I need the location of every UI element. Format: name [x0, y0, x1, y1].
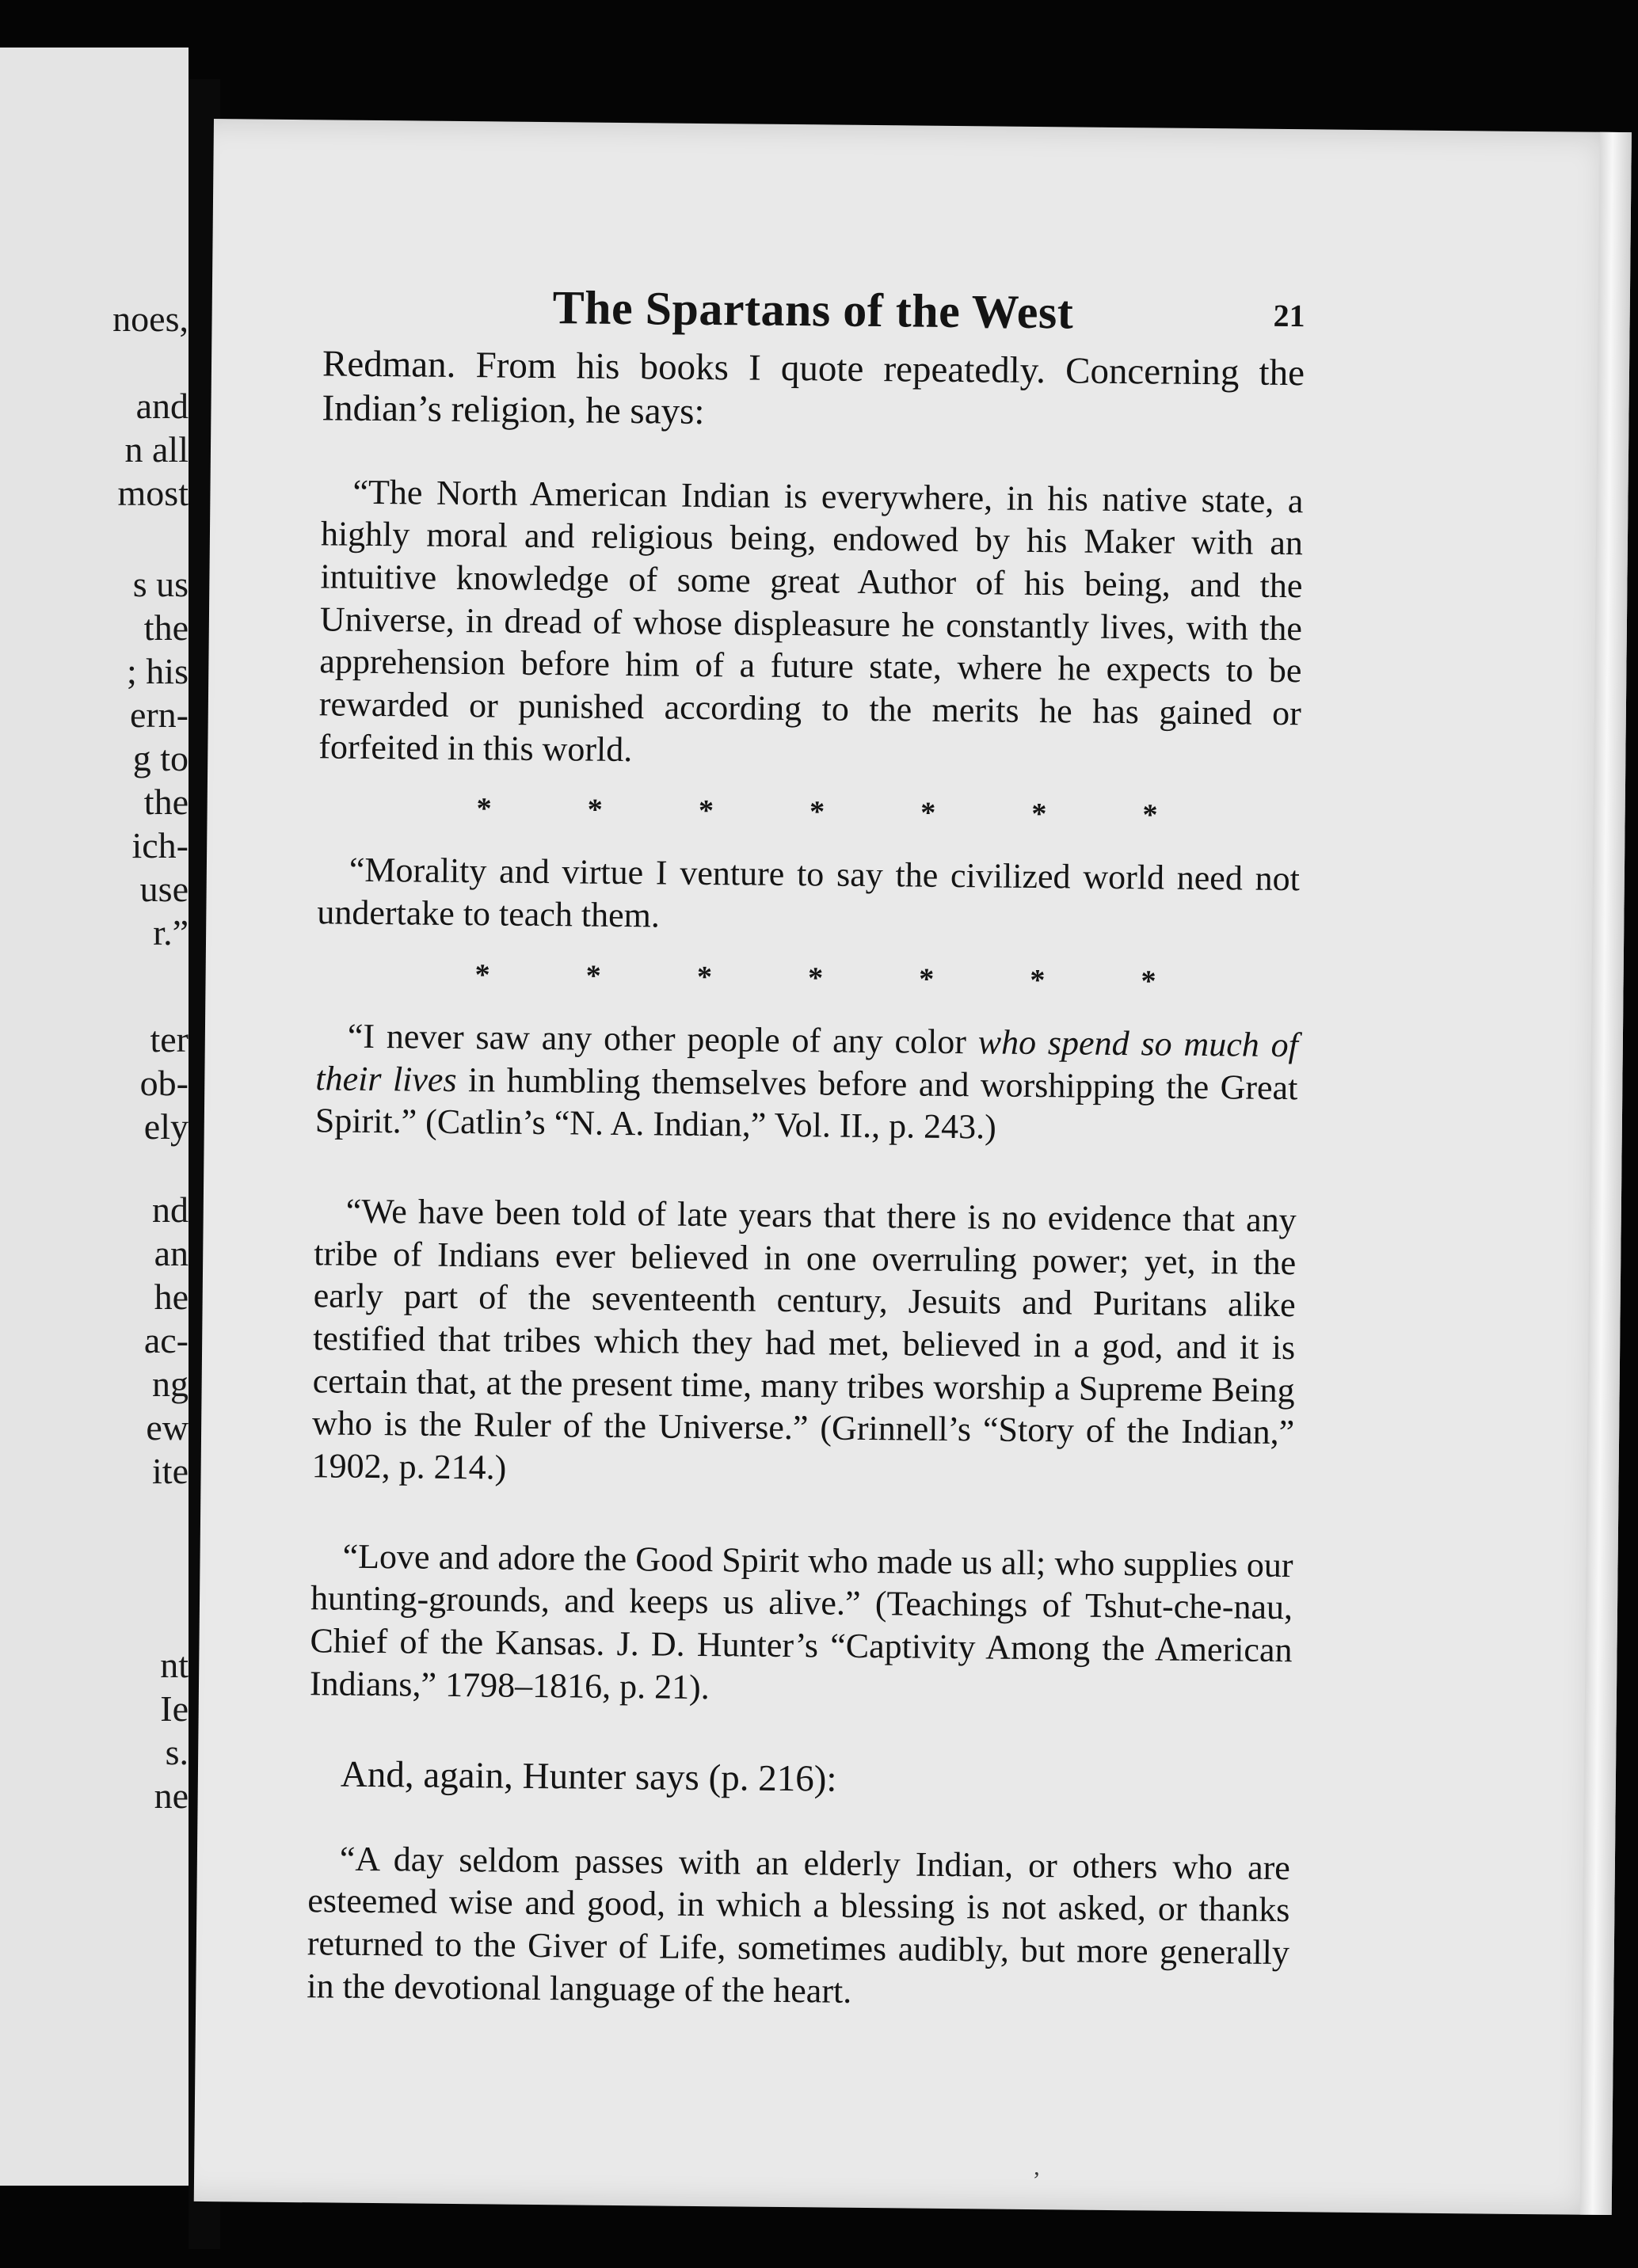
quote-3-italic: who spend so much of their lives — [315, 1022, 1299, 1099]
star-mark: * — [698, 794, 714, 828]
star-mark: * — [696, 960, 713, 994]
left-page-fragment: ter — [150, 1019, 189, 1060]
left-page-fragment: s. — [165, 1732, 189, 1772]
quote-catlin-worship — [315, 1014, 1298, 1151]
running-head — [322, 278, 1305, 351]
left-page-fragment: ich- — [131, 825, 189, 866]
left-page-fragment: s us — [132, 564, 189, 604]
page-number: 21 — [1273, 297, 1305, 334]
quote-3-start: “I never saw any other people of any color — [347, 1016, 978, 1062]
star-mark: * — [1031, 797, 1047, 831]
page-speck: , — [1034, 2154, 1040, 2181]
left-page-fragment: ern- — [129, 694, 189, 735]
star-mark: * — [919, 962, 935, 996]
quote-grinnell: “We have been told of late years that there is no evidence that any tribe of Indians ever believed in one overruling power; yet, in the early part of the seventeenth century, Jesuits and Puritans alike testified that tribes which they had met, believed in a god, and it is certain that, at the present time, many tribes worship a Supreme Being who is the Ruler of the Universe.” (Grinnell’s “Story of the Indian,” 1902, p. 214.) — [311, 1191, 1297, 1487]
star-separator-1 — [476, 792, 1157, 833]
star-mark: * — [920, 797, 936, 831]
left-page-fragment: ne — [154, 1775, 189, 1816]
star-mark: * — [585, 959, 601, 993]
left-page-fragment: g to — [132, 738, 189, 778]
running-title: The Spartans of the West — [552, 281, 1074, 339]
left-page-fragment: noes, — [112, 299, 189, 339]
star-mark: * — [587, 793, 603, 828]
left-page-fragment: an — [154, 1233, 189, 1273]
star-mark: * — [1030, 963, 1046, 997]
star-separator-2 — [474, 957, 1156, 999]
left-page-fragment: ob- — [139, 1063, 189, 1103]
text-column — [307, 278, 1305, 2016]
quote-3-end: in humbling themselves before and worshipping the Great Spirit.” (Catlin’s “N. A. Indian,” Vol. II., p. 243.) — [314, 1060, 1298, 1147]
star-mark: * — [809, 795, 825, 829]
left-page-fragment: use — [139, 869, 189, 909]
left-page-fragment: r.” — [153, 912, 189, 953]
left-page-fragment: most — [117, 473, 189, 513]
quote-hunter-blessing: “A day seldom passes with an elderly Indian, or others who are esteemed wise and good, in which a blessing is not asked, or thanks returned to the Giver of Life, sometimes audibly, but more generally in the devotional language of the heart. — [307, 1839, 1291, 2011]
left-page-fragment: ac- — [143, 1320, 189, 1360]
star-mark: * — [807, 961, 824, 995]
left-page-fragment: nd — [152, 1189, 189, 1230]
hunter-says-line: And, again, Hunter says (p. 216): — [340, 1753, 837, 1800]
book-page — [194, 119, 1632, 2215]
left-page-fragment: he — [154, 1277, 189, 1317]
left-page-fragment: ite — [152, 1451, 189, 1491]
left-page-fragment: ew — [146, 1407, 189, 1448]
quote-catlin-religion: “The North American Indian is everywhere, in his native state, a highly moral and religious being, endowed by his Maker with an intuitive knowledge of some great Author of his being, and the Universe, in dread of whose displeasure he constantly lives, with the apprehension before him of a future state, where he expects to be rewarded or punished according to the merits he has gained or forfeited in this world. — [318, 472, 1304, 769]
left-page-fragment: ; his — [127, 651, 189, 691]
left-page-fragment: and — [135, 386, 189, 426]
star-mark: * — [1142, 798, 1158, 832]
quote-hunter-kansas: “Love and adore the Good Spirit who made us all; who supplies our hunting-grounds, and keeps us alive.” (Teachings of Tshut-che-nau, Chief of the Kansas. J. D. Hunter’s “Captivity Among the American Indians,” 1798–1816, p. 21). — [309, 1536, 1293, 1707]
star-mark: * — [1141, 965, 1156, 999]
star-mark: * — [476, 792, 492, 826]
left-page-fragment: the — [143, 607, 189, 648]
star-mark: * — [474, 958, 490, 992]
left-page-fragment: ely — [143, 1106, 189, 1147]
left-page-fragment: ng — [152, 1364, 189, 1404]
left-page-fragment: Ie — [160, 1688, 189, 1729]
left-page-fragment: nt — [160, 1645, 189, 1685]
intro-paragraph: Redman. From his books I quote repeatedly. Concerning the Indian’s religion, he says: — [322, 343, 1305, 433]
left-page-fragment: the — [143, 782, 189, 822]
page-edge — [1580, 132, 1632, 2215]
quote-morality: “Morality and virtue I venture to say the civilized world need not undertake to teach them. — [317, 850, 1301, 935]
left-facing-page — [0, 48, 189, 2186]
left-page-fragment: n all — [124, 429, 189, 470]
